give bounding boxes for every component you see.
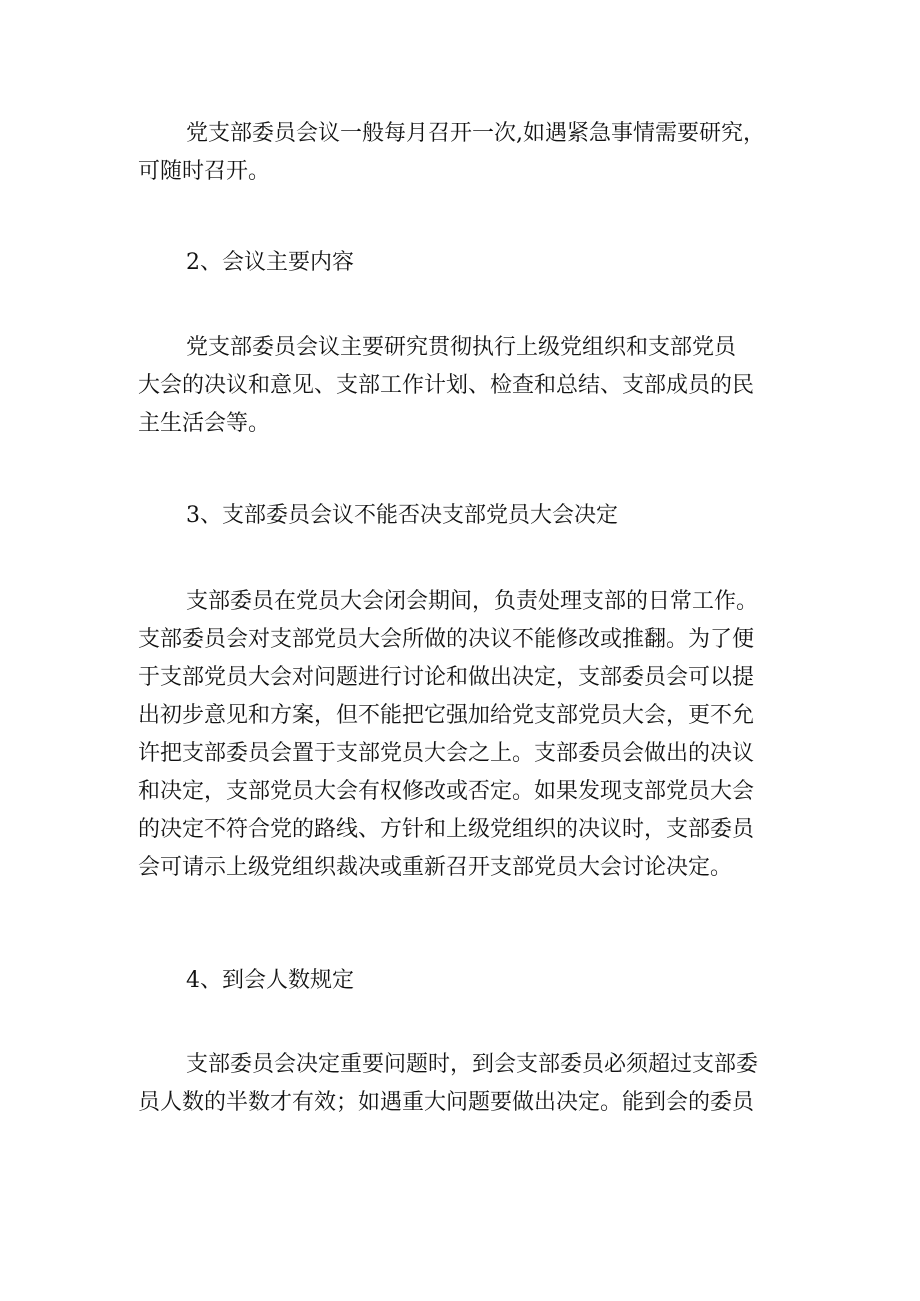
text-line: 支部委员在党员大会闭会期间，负责处理支部的日常工作。: [186, 589, 759, 614]
text-line: 党支部委员会议一般每月召开一次,如遇紧急事情需要研究，: [186, 121, 765, 146]
paragraph-meeting-content: [138, 329, 788, 443]
text-line: 许把支部委员会置于支部党员大会之上。支部委员会做出的决议: [138, 741, 755, 766]
text-line: 出初步意见和方案，但不能把它强加给党支部党员大会，更不允: [138, 703, 755, 728]
section-heading-4: [138, 962, 788, 1000]
section-heading-2: [138, 244, 788, 282]
text-line: 支部委员会决定重要问题时，到会支部委员必须超过支部委: [186, 1052, 759, 1077]
heading-text: 3、支部委员会议不能否决支部党员大会决定: [186, 503, 618, 528]
text-line: 可随时召开。: [138, 159, 271, 184]
paragraph-committee-authority: [138, 583, 788, 887]
text-line: 党支部委员会议主要研究贯彻执行上级党组织和支部党员: [186, 335, 737, 360]
section-heading-3: [138, 497, 788, 535]
heading-text: 4、到会人数规定: [186, 968, 354, 993]
paragraph-quorum: [138, 1046, 788, 1122]
text-line: 大会的决议和意见、支部工作计划、检查和总结、支部成员的民: [138, 373, 755, 398]
text-line: 员人数的半数才有效；如遇重大问题要做出决定。能到会的委员: [138, 1090, 755, 1115]
paragraph-meeting-frequency: [138, 115, 788, 191]
text-line: 的决定不符合党的路线、方针和上级党组织的决议时，支部委员: [138, 817, 755, 842]
heading-text: 2、会议主要内容: [186, 250, 354, 275]
text-line: 和决定，支部党员大会有权修改或否定。如果发现支部党员大会: [138, 779, 755, 804]
text-line: 主生活会等。: [138, 411, 271, 436]
text-line: 支部委员会对支部党员大会所做的决议不能修改或推翻。为了便: [138, 627, 755, 652]
text-line: 于支部党员大会对问题进行讨论和做出决定，支部委员会可以提: [138, 665, 755, 690]
text-line: 会可请示上级党组织裁决或重新召开支部党员大会讨论决定。: [138, 855, 733, 880]
